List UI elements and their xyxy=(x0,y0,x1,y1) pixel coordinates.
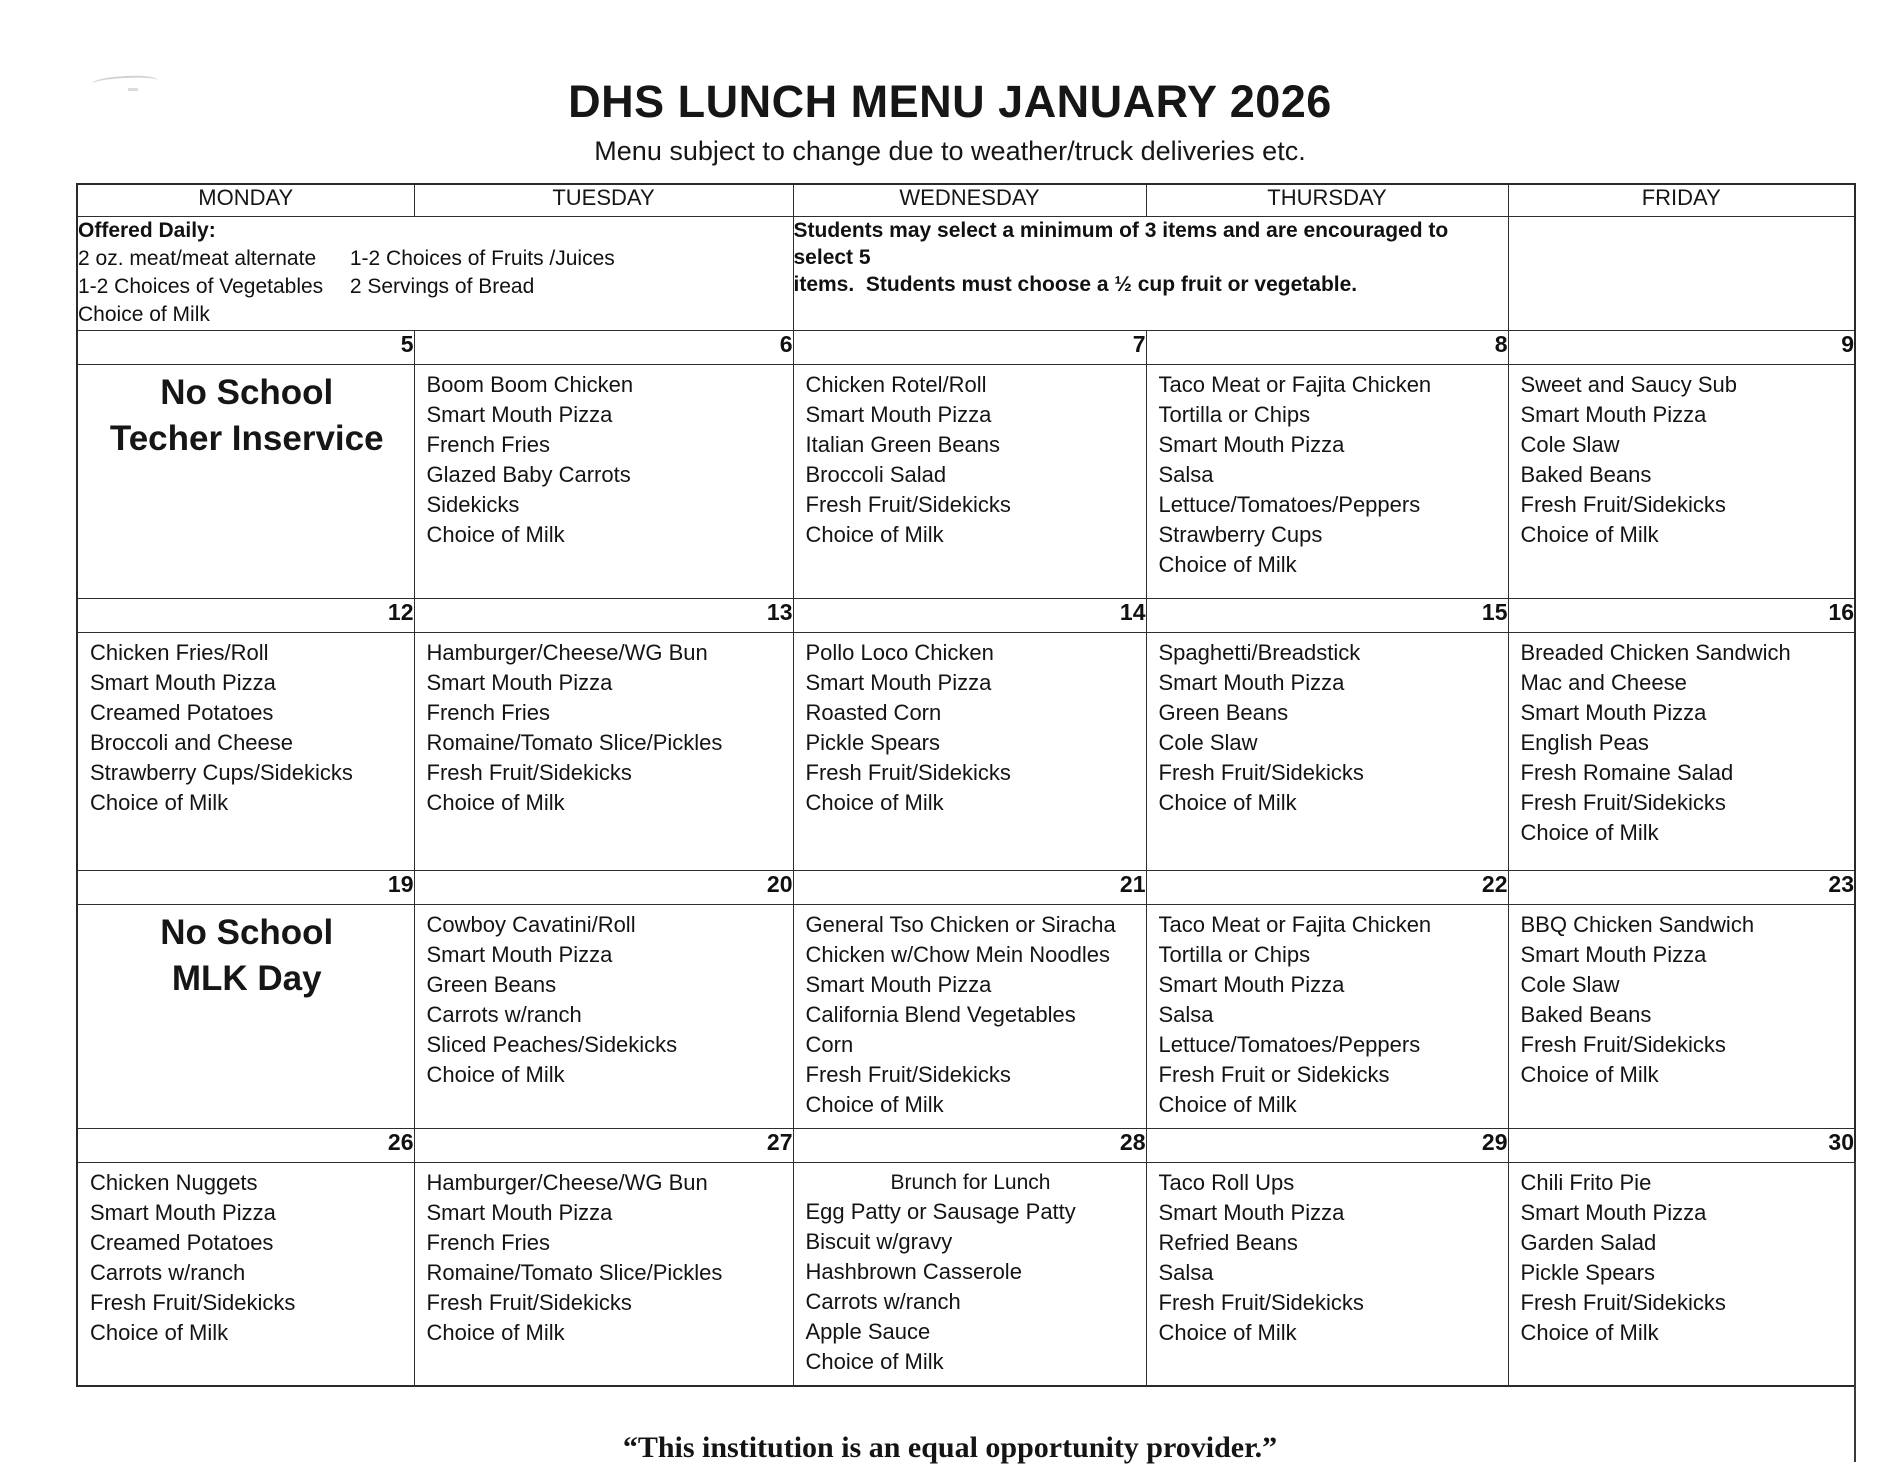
menu-item: Glazed Baby Carrots xyxy=(426,461,631,487)
offered-daily-line-1 xyxy=(78,245,793,273)
menu-item: French Fries xyxy=(426,1229,550,1255)
menu-item: Choice of Milk xyxy=(1520,1319,1659,1345)
menu-item: Roasted Corn xyxy=(805,699,942,725)
menu-item: Choice of Milk xyxy=(426,1061,565,1087)
menu-item: Cowboy Cavatini/Roll xyxy=(426,911,636,937)
menu-item: Baked Beans xyxy=(1520,461,1652,487)
menu-item: Creamed Potatoes xyxy=(90,699,274,725)
date-row-week-3 xyxy=(77,870,1855,904)
menu-item: Spaghetti/Breadstick xyxy=(1158,639,1361,665)
menu-item: Pickle Spears xyxy=(805,729,941,755)
menu-item: Salsa xyxy=(1158,1001,1214,1027)
no-school-cell-jan-19 xyxy=(77,904,414,1128)
date-jan-26: 26 xyxy=(77,1128,414,1162)
date-jan-30: 30 xyxy=(1508,1128,1855,1162)
menu-item: English Peas xyxy=(1520,729,1649,755)
menu-item: Choice of Milk xyxy=(1520,1061,1659,1087)
menu-item: Smart Mouth Pizza xyxy=(90,669,276,695)
brunch-for-lunch-header: Brunch for Lunch xyxy=(890,1170,1051,1194)
offered-item-vegetables: 1-2 Choices of Vegetables xyxy=(78,274,324,298)
menu-item: Romaine/Tomato Slice/Pickles xyxy=(426,729,723,755)
menu-item: Broccoli Salad xyxy=(805,461,947,487)
menu-item: Smart Mouth Pizza xyxy=(426,1199,613,1225)
date-jan-7: 7 xyxy=(793,330,1146,364)
menu-item: Fresh Fruit/Sidekicks xyxy=(1520,789,1726,815)
menu-item: Smart Mouth Pizza xyxy=(1520,401,1707,427)
menu-item: No School xyxy=(160,372,334,412)
menu-item: Biscuit w/gravy xyxy=(805,1228,953,1254)
menu-item: Taco Meat or Fajita Chicken xyxy=(1158,371,1432,397)
menu-cell-jan-13 xyxy=(414,632,793,870)
menu-item: Choice of Milk xyxy=(90,1319,229,1345)
menu-item: California Blend Vegetables xyxy=(805,1001,1076,1027)
menu-cell-jan-26 xyxy=(77,1162,414,1386)
menu-item: Choice of Milk xyxy=(1158,1319,1297,1345)
menu-item: Fresh Fruit/Sidekicks xyxy=(426,759,632,785)
date-jan-13: 13 xyxy=(414,598,793,632)
date-jan-21: 21 xyxy=(793,870,1146,904)
scan-artifact-page-edge xyxy=(1854,1162,1856,1462)
day-header-monday: MONDAY xyxy=(77,184,414,216)
menu-row-week-1 xyxy=(77,364,1855,598)
page-subtitle: Menu subject to change due to weather/truck deliveries etc. xyxy=(594,136,1306,166)
menu-item: Chicken Nuggets xyxy=(90,1169,258,1195)
menu-item: Fresh Fruit/Sidekicks xyxy=(426,1289,632,1315)
menu-item: Sliced Peaches/Sidekicks xyxy=(426,1031,678,1057)
date-jan-12: 12 xyxy=(77,598,414,632)
menu-cell-jan-28 xyxy=(793,1162,1146,1386)
selection-note-line-1: Students may select a minimum of 3 items and are encouraged to select 5 xyxy=(793,218,1455,269)
menu-item: Choice of Milk xyxy=(805,521,944,547)
menu-item: Lettuce/Tomatoes/Peppers xyxy=(1158,1031,1421,1057)
menu-item: Choice of Milk xyxy=(1520,819,1659,845)
date-jan-22: 22 xyxy=(1146,870,1508,904)
menu-item: Choice of Milk xyxy=(1520,521,1659,547)
menu-cell-jan-16 xyxy=(1508,632,1855,870)
equal-opportunity-statement: “This institution is an equal opportunity provider.” xyxy=(622,1430,1278,1464)
date-jan-20: 20 xyxy=(414,870,793,904)
menu-cell-jan-21 xyxy=(793,904,1146,1128)
menu-item: Strawberry Cups xyxy=(1158,521,1323,547)
menu-cell-jan-27 xyxy=(414,1162,793,1386)
date-jan-29: 29 xyxy=(1146,1128,1508,1162)
menu-item: Salsa xyxy=(1158,461,1214,487)
menu-item: Corn xyxy=(805,1031,854,1057)
menu-item: Chicken Fries/Roll xyxy=(90,639,269,665)
menu-item: Choice of Milk xyxy=(426,1319,565,1345)
menu-item: Breaded Chicken Sandwich xyxy=(1520,639,1791,665)
date-jan-14: 14 xyxy=(793,598,1146,632)
menu-item: Cole Slaw xyxy=(1520,971,1620,997)
menu-item: Green Beans xyxy=(1158,699,1289,725)
menu-item: Fresh Fruit/Sidekicks xyxy=(805,491,1011,517)
date-row-week-4 xyxy=(77,1128,1855,1162)
menu-item: No School xyxy=(160,912,334,952)
menu-cell-jan-9 xyxy=(1508,364,1855,598)
menu-item: Smart Mouth Pizza xyxy=(805,669,992,695)
menu-item: Smart Mouth Pizza xyxy=(426,941,613,967)
menu-row-week-4 xyxy=(77,1162,1855,1386)
menu-item: Hamburger/Cheese/WG Bun xyxy=(426,1169,708,1195)
page-title: DHS LUNCH MENU JANUARY 2026 xyxy=(568,76,1332,127)
info-row xyxy=(77,216,1855,330)
menu-item: Lettuce/Tomatoes/Peppers xyxy=(1158,491,1421,517)
offered-item-fruits: 1-2 Choices of Fruits /Juices xyxy=(349,246,615,270)
menu-item: BBQ Chicken Sandwich xyxy=(1520,911,1755,937)
menu-item: Creamed Potatoes xyxy=(90,1229,274,1255)
menu-item: Romaine/Tomato Slice/Pickles xyxy=(426,1259,723,1285)
menu-cell-jan-29 xyxy=(1146,1162,1508,1386)
menu-item: Fresh Fruit/Sidekicks xyxy=(90,1289,296,1315)
menu-cell-jan-30 xyxy=(1508,1162,1855,1386)
menu-cell-jan-6 xyxy=(414,364,793,598)
menu-item: Choice of Milk xyxy=(1158,551,1297,577)
date-jan-27: 27 xyxy=(414,1128,793,1162)
menu-item: Fresh Fruit/Sidekicks xyxy=(1158,759,1364,785)
menu-item: Chicken Rotel/Roll xyxy=(805,371,987,397)
menu-item: Choice of Milk xyxy=(1158,1091,1297,1117)
menu-item: Tortilla or Chips xyxy=(1158,401,1311,427)
date-jan-28: 28 xyxy=(793,1128,1146,1162)
menu-cell-jan-20 xyxy=(414,904,793,1128)
selection-note-cell xyxy=(793,216,1508,330)
menu-item: Choice of Milk xyxy=(805,1091,944,1117)
offered-daily-line-2 xyxy=(78,273,793,301)
offered-item-bread: 2 Servings of Bread xyxy=(349,274,535,298)
menu-item: Choice of Milk xyxy=(805,789,944,815)
menu-item: Choice of Milk xyxy=(426,521,565,547)
menu-item: Boom Boom Chicken xyxy=(426,371,634,397)
date-jan-6: 6 xyxy=(414,330,793,364)
day-header-friday: FRIDAY xyxy=(1508,184,1855,216)
menu-item: Fresh Fruit/Sidekicks xyxy=(805,1061,1011,1087)
menu-cell-jan-7 xyxy=(793,364,1146,598)
menu-item: Taco Meat or Fajita Chicken xyxy=(1158,911,1432,937)
menu-item: Smart Mouth Pizza xyxy=(1158,1199,1345,1225)
menu-cell-jan-22 xyxy=(1146,904,1508,1128)
menu-item: Smart Mouth Pizza xyxy=(90,1199,276,1225)
offered-daily-title: Offered Daily: xyxy=(78,218,216,242)
menu-item: Chili Frito Pie xyxy=(1520,1169,1652,1195)
menu-cell-jan-8 xyxy=(1146,364,1508,598)
day-header-thursday: THURSDAY xyxy=(1146,184,1508,216)
menu-item: Smart Mouth Pizza xyxy=(1520,941,1707,967)
day-header-tuesday: TUESDAY xyxy=(414,184,793,216)
menu-item: General Tso Chicken or Siracha xyxy=(805,911,1116,937)
menu-item: Choice of Milk xyxy=(805,1348,944,1374)
day-header-wednesday: WEDNESDAY xyxy=(793,184,1146,216)
offered-daily-cell xyxy=(77,216,793,330)
menu-item: Choice of Milk xyxy=(426,789,565,815)
date-jan-9: 9 xyxy=(1508,330,1855,364)
menu-item: Pickle Spears xyxy=(1520,1259,1656,1285)
menu-item: Salsa xyxy=(1158,1259,1214,1285)
menu-item: Fresh Fruit or Sidekicks xyxy=(1158,1061,1390,1087)
menu-item: Carrots w/ranch xyxy=(426,1001,582,1027)
selection-note-line-2: items. Students must choose a ½ cup fruit or vegetable. xyxy=(793,272,1358,296)
menu-item: Refried Beans xyxy=(1158,1229,1298,1255)
date-jan-5: 5 xyxy=(77,330,414,364)
date-jan-16: 16 xyxy=(1508,598,1855,632)
menu-cell-jan-12 xyxy=(77,632,414,870)
menu-item: Choice of Milk xyxy=(1158,789,1297,815)
menu-cell-jan-23 xyxy=(1508,904,1855,1128)
menu-item: Smart Mouth Pizza xyxy=(805,401,992,427)
menu-item: Cole Slaw xyxy=(1158,729,1258,755)
menu-item: Fresh Fruit/Sidekicks xyxy=(1158,1289,1364,1315)
menu-item: Techer Inservice xyxy=(109,418,384,458)
menu-item: Sidekicks xyxy=(426,491,520,517)
menu-item: Fresh Fruit/Sidekicks xyxy=(1520,1031,1726,1057)
menu-item: MLK Day xyxy=(171,958,322,998)
menu-item: Fresh Fruit/Sidekicks xyxy=(1520,1289,1726,1315)
menu-item: Mac and Cheese xyxy=(1520,669,1687,695)
menu-item: Carrots w/ranch xyxy=(90,1259,246,1285)
info-row-empty-cell xyxy=(1508,216,1855,330)
offered-item-meat: 2 oz. meat/meat alternate xyxy=(78,246,317,270)
menu-cell-jan-14 xyxy=(793,632,1146,870)
menu-cell-jan-15 xyxy=(1146,632,1508,870)
menu-row-week-2 xyxy=(77,632,1855,870)
menu-item: Smart Mouth Pizza xyxy=(426,401,613,427)
menu-item: Strawberry Cups/Sidekicks xyxy=(90,759,353,785)
menu-item: Cole Slaw xyxy=(1520,431,1620,457)
menu-row-week-3 xyxy=(77,904,1855,1128)
menu-item: French Fries xyxy=(426,699,550,725)
scan-artifact-dot xyxy=(128,88,138,91)
menu-item: Hamburger/Cheese/WG Bun xyxy=(426,639,708,665)
menu-item: Fresh Romaine Salad xyxy=(1520,759,1734,785)
menu-item: Garden Salad xyxy=(1520,1229,1657,1255)
menu-item: Taco Roll Ups xyxy=(1158,1169,1295,1195)
menu-item: Smart Mouth Pizza xyxy=(1158,971,1345,997)
menu-item: Broccoli and Cheese xyxy=(90,729,294,755)
menu-item: Baked Beans xyxy=(1520,1001,1652,1027)
menu-item: Green Beans xyxy=(426,971,557,997)
menu-item: Chicken w/Chow Mein Noodles xyxy=(805,941,1110,967)
day-header-row xyxy=(77,184,1855,216)
menu-item: Tortilla or Chips xyxy=(1158,941,1311,967)
menu-item: Smart Mouth Pizza xyxy=(426,669,613,695)
menu-item: Choice of Milk xyxy=(90,789,229,815)
menu-item: Fresh Fruit/Sidekicks xyxy=(1520,491,1726,517)
date-row-week-2 xyxy=(77,598,1855,632)
date-jan-23: 23 xyxy=(1508,870,1855,904)
menu-item: Fresh Fruit/Sidekicks xyxy=(805,759,1011,785)
menu-item: Pollo Loco Chicken xyxy=(805,639,994,665)
date-row-week-1 xyxy=(77,330,1855,364)
lunch-menu-table xyxy=(76,183,1856,1387)
menu-item: Smart Mouth Pizza xyxy=(1520,699,1707,725)
menu-item: French Fries xyxy=(426,431,550,457)
menu-item: Smart Mouth Pizza xyxy=(1158,431,1345,457)
date-jan-15: 15 xyxy=(1146,598,1508,632)
offered-item-milk: Choice of Milk xyxy=(78,302,210,326)
date-jan-19: 19 xyxy=(77,870,414,904)
menu-item: Italian Green Beans xyxy=(805,431,1000,457)
menu-item: Smart Mouth Pizza xyxy=(1158,669,1345,695)
menu-item: Egg Patty or Sausage Patty xyxy=(805,1198,1076,1224)
menu-item: Sweet and Saucy Sub xyxy=(1520,371,1737,397)
menu-item: Smart Mouth Pizza xyxy=(1520,1199,1707,1225)
brunch-item-list xyxy=(806,1197,1136,1377)
no-school-cell-jan-5 xyxy=(77,364,414,598)
menu-item: Hashbrown Casserole xyxy=(805,1258,1022,1284)
menu-item: Carrots w/ranch xyxy=(805,1288,961,1314)
menu-item: Smart Mouth Pizza xyxy=(805,971,992,997)
date-jan-8: 8 xyxy=(1146,330,1508,364)
menu-item: Apple Sauce xyxy=(805,1318,931,1344)
